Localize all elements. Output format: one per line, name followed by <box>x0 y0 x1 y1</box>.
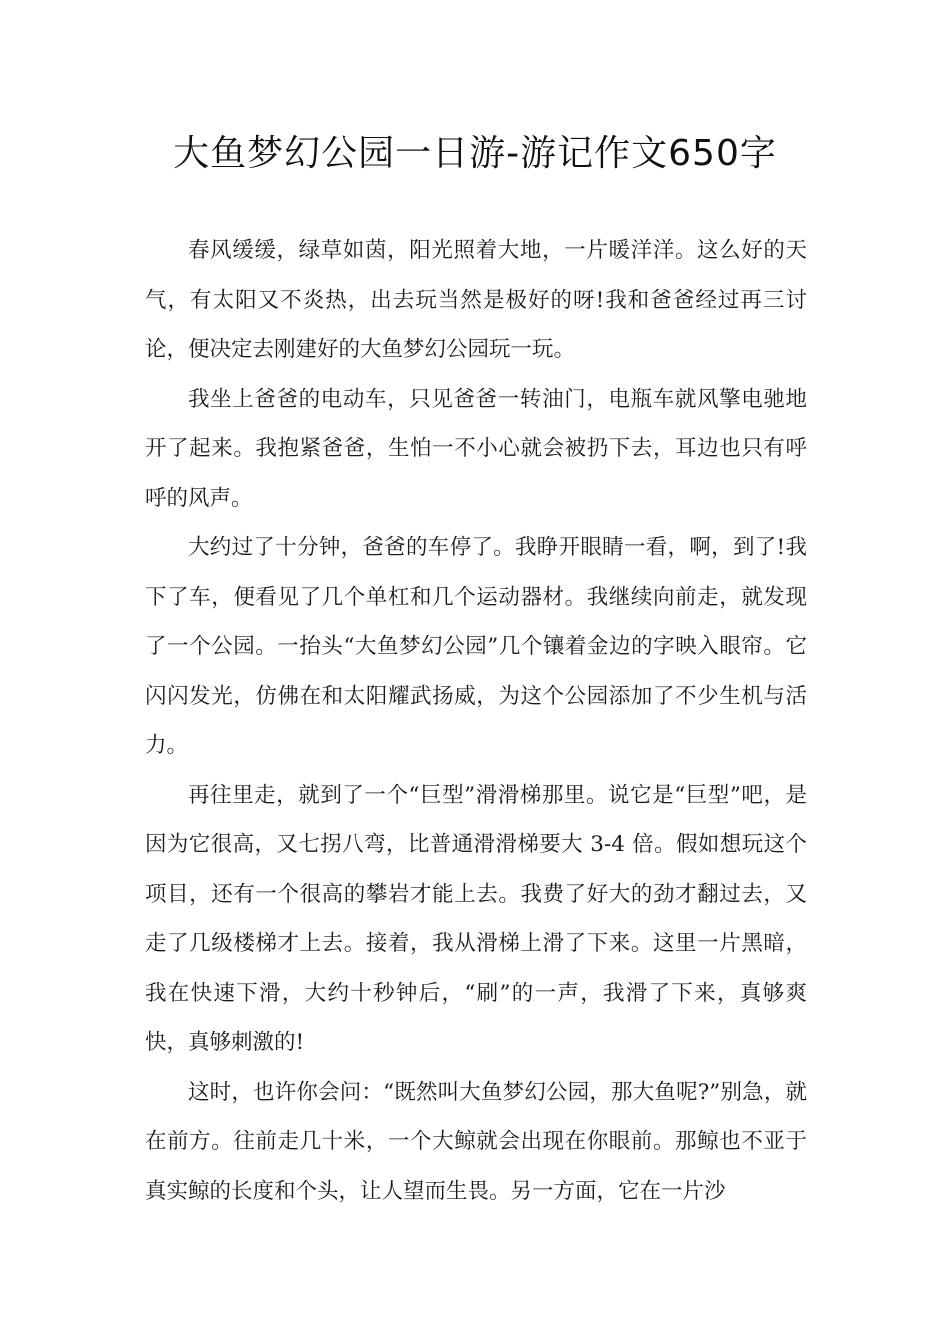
paragraph-2: 我坐上爸爸的电动车，只见爸爸一转油门，电瓶车就风擎电驰地开了起来。我抱紧爸爸，生怕一不小心就会被扔下去，耳边也只有呼呼的风声。 <box>145 386 807 511</box>
paragraph-4: 再往里走，就到了一个“巨型”滑滑梯那里。说它是“巨型”吧，是因为它很高，又七拐八弯，比普通滑滑梯要大 3-4 倍。假如想玩这个项目，还有一个很高的攀岩才能上去。我费了好大的劲才翻过去，又走了几级楼梯才上去。接着，我从滑梯上滑了下来。这里一片黑暗，我在快速下滑，大约十秒钟后，“刷”的一声，我滑了下来，真够爽快，真够刺激的! <box>145 782 807 1055</box>
paragraph-1: 春风缓缓，绿草如茵，阳光照着大地，一片暖洋洋。这么好的天气，有太阳又不炎热，出去玩当然是极好的呀!我和爸爸经过再三讨论，便决定去刚建好的大鱼梦幻公园玩一玩。 <box>145 238 807 362</box>
document-title: 大鱼梦幻公园一日游-游记作文650字 <box>173 133 777 174</box>
document-body <box>145 226 807 1216</box>
paragraph-5: 这时，也许你会问：“既然叫大鱼梦幻公园，那大鱼呢?”别急，就在前方。往前走几十米，一个大鲸就会出现在你眼前。那鲸也不亚于真实鲸的长度和个头，让人望而生畏。另一方面，它在一片沙 <box>145 1079 807 1204</box>
paragraph-3: 大约过了十分钟，爸爸的车停了。我睁开眼睛一看，啊，到了!我下了车，便看见了几个单杠和几个运动器材。我继续向前走，就发现了一个公园。一抬头“大鱼梦幻公园”几个镶着金边的字映入眼帘。它闪闪发光，仿佛在和太阳耀武扬威，为这个公园添加了不少生机与活力。 <box>145 535 807 758</box>
